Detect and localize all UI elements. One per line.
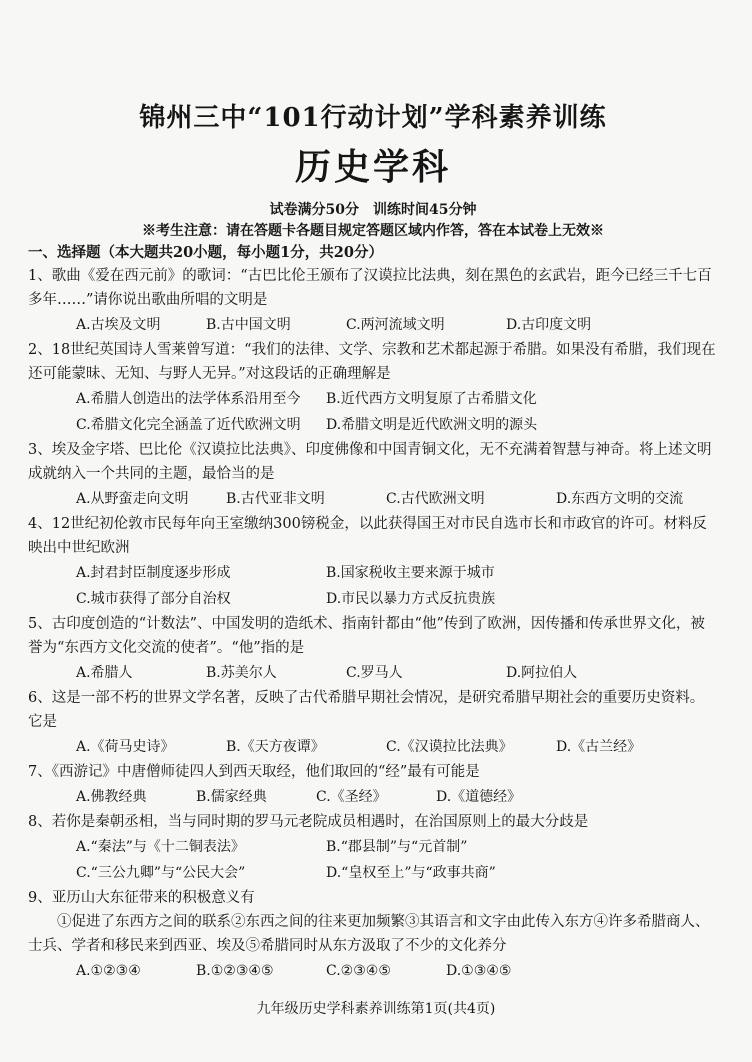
question-stem: 2、18世纪英国诗人雪莱曾写道：“我们的法律、文学、宗教和艺术都起源于希腊。如果没有希腊，我们现在还可能蒙昧、无知、与野人无异。”对这段话的正确理解是 xyxy=(28,342,716,382)
option-d: D.东西方文明的交流 xyxy=(556,491,684,507)
question-body: ①促进了东西方之间的联系②东西之间的往来更加频繁③其语言和文字由此传入东方④许多希腊商人、士兵、学者和移民来到西亚、埃及⑤希腊同时从东方汲取了不少的文化养分 xyxy=(28,914,710,954)
option-d: D.古印度文明 xyxy=(506,317,592,333)
option-a: A.古埃及文明 xyxy=(76,317,161,333)
question-options xyxy=(28,860,718,886)
question-5 xyxy=(28,612,718,686)
question-options xyxy=(28,560,718,586)
exam-meta: 试卷满分50分 训练时间45分钟 xyxy=(269,202,477,218)
question-2 xyxy=(28,338,718,438)
question-options xyxy=(28,660,718,686)
section-heading: 一、选择题（本大题共20小题，每小题1分，共20分） xyxy=(28,244,383,261)
option-d: D.《道德经》 xyxy=(436,789,522,805)
exam-notice: ※考生注意：请在答题卡各题目规定答题区域内作答，答在本试卷上无效※ xyxy=(142,223,604,239)
option-b: B.古中国文明 xyxy=(206,317,291,333)
option-c: C.《汉谟拉比法典》 xyxy=(386,739,513,755)
question-4 xyxy=(28,512,718,612)
question-7 xyxy=(28,760,718,810)
question-6 xyxy=(28,686,718,760)
option-d: D.“皇权至上”与“政事共商” xyxy=(326,865,496,881)
exam-title: 锦州三中“101行动计划”学科素养训练 xyxy=(139,103,607,133)
option-b: B.近代西方文明复原了古希腊文化 xyxy=(326,391,537,407)
question-stem: 6、这是一部不朽的世界文学名著，反映了古代希腊早期社会情况，是研究希腊早期社会的重要历史资料。它是 xyxy=(28,690,705,730)
option-c: C.城市获得了部分自治权 xyxy=(76,591,231,607)
question-stem: 8、若你是秦朝丞相，当与同时期的罗马元老院成员相遇时，在治国原则上的最大分歧是 xyxy=(28,814,589,830)
option-a: A.①②③④ xyxy=(76,963,141,979)
option-d: D.市民以暴力方式反抗贵族 xyxy=(326,591,496,607)
question-options xyxy=(28,312,718,338)
option-b: B.古代亚非文明 xyxy=(226,491,325,507)
option-c: C.②③④⑤ xyxy=(326,963,391,979)
option-c: C.《圣经》 xyxy=(316,789,387,805)
option-a: A.封君封臣制度逐步形成 xyxy=(76,565,231,581)
question-options xyxy=(28,386,718,412)
question-options xyxy=(28,734,718,760)
question-1 xyxy=(28,264,718,338)
question-options xyxy=(28,834,718,860)
option-d: D.希腊文明是近代欧洲文明的源头 xyxy=(326,417,538,433)
page-footer: 九年级历史学科素养训练第1页(共4页) xyxy=(256,1001,496,1017)
option-c: C.“三公九卿”与“公民大会” xyxy=(76,865,246,881)
option-b: B.苏美尔人 xyxy=(206,665,277,681)
option-a: A.“秦法”与《十二铜表法》 xyxy=(76,839,245,855)
option-b: B.《天方夜谭》 xyxy=(226,739,325,755)
question-options xyxy=(28,958,718,984)
question-stem: 9、亚历山大东征带来的积极意义有 xyxy=(28,890,255,906)
option-c: C.希腊文化完全涵盖了近代欧洲文明 xyxy=(76,417,301,433)
question-options xyxy=(28,784,718,810)
option-a: A.希腊人创造出的法学体系沿用至今 xyxy=(76,391,301,407)
option-b: B.儒家经典 xyxy=(196,789,267,805)
option-a: A.希腊人 xyxy=(76,665,133,681)
question-8 xyxy=(28,810,718,886)
option-c: C.两河流域文明 xyxy=(346,317,445,333)
question-stem: 4、12世纪初伦敦市民每年向王室缴纳300镑税金，以此获得国王对市民自选市长和市政官的许可。材料反映出中世纪欧洲 xyxy=(28,516,707,556)
option-d: D.《古兰经》 xyxy=(556,739,642,755)
question-stem: 1、歌曲《爱在西元前》的歌词：“古巴比伦王颁布了汉谟拉比法典，刻在黑色的玄武岩，距今已经三千七百多年……”请你说出歌曲所唱的文明是 xyxy=(28,268,712,308)
question-3 xyxy=(28,438,718,512)
option-d: D.①③④⑤ xyxy=(446,963,512,979)
question-options xyxy=(28,412,718,438)
option-c: C.罗马人 xyxy=(346,665,403,681)
option-a: A.从野蛮走向文明 xyxy=(76,491,189,507)
question-stem: 3、埃及金字塔、巴比伦《汉谟拉比法典》、印度佛像和中国青铜文化，无不充满着智慧与神奇。将上述文明成就纳入一个共同的主题，最恰当的是 xyxy=(28,442,712,482)
option-b: B.国家税收主要来源于城市 xyxy=(326,565,495,581)
subject-title: 历史学科 xyxy=(294,146,451,188)
question-9 xyxy=(28,886,718,984)
question-options xyxy=(28,586,718,612)
option-b: B.①②③④⑤ xyxy=(196,963,274,979)
option-a: A.《荷马史诗》 xyxy=(76,739,175,755)
question-stem: 5、古印度创造的“计数法”、中国发明的造纸术、指南针都由“他”传到了欧洲，因传播和传承世界文化，被誉为“东西方文化交流的使者”。“他”指的是 xyxy=(28,616,705,656)
question-options xyxy=(28,486,718,512)
question-stem: 7、《西游记》中唐僧师徒四人到西天取经，他们取回的“经”最有可能是 xyxy=(28,764,480,780)
option-d: D.阿拉伯人 xyxy=(506,665,578,681)
option-a: A.佛教经典 xyxy=(76,789,147,805)
option-b: B.“郡县制”与“元首制” xyxy=(326,839,468,855)
option-c: C.古代欧洲文明 xyxy=(386,491,485,507)
